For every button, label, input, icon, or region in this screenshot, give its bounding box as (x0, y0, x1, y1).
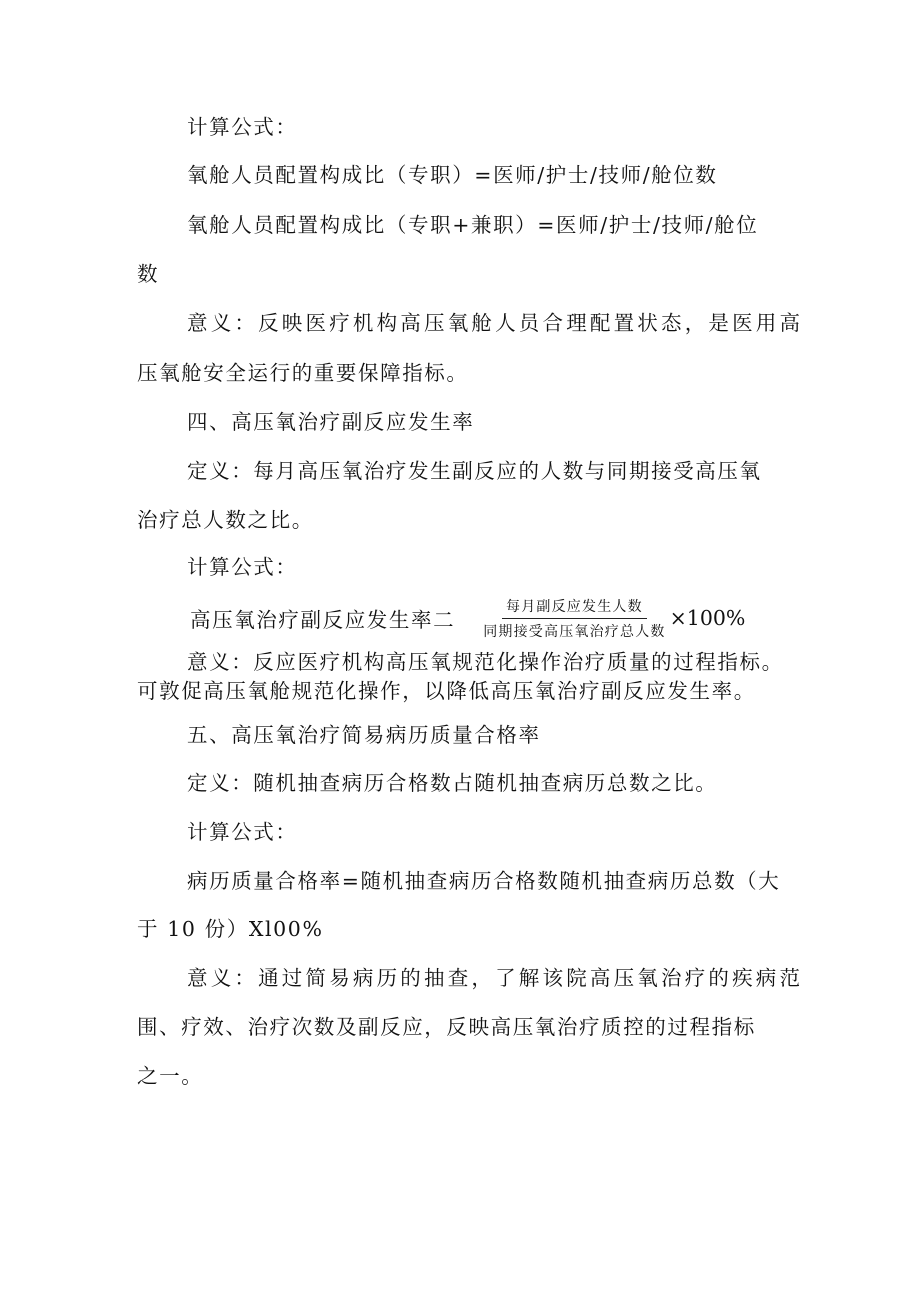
meaning-record-quality-cont: 围、疗效、治疗次数及副反应，反映高压氧治疗质控的过程指标 (137, 1015, 756, 1039)
fraction (483, 596, 665, 641)
formula-heading-3: 计算公式： (187, 820, 298, 844)
meaning-record-quality: 意义：通过简易病历的抽查，了解该院高压氧治疗的疾病范 (187, 966, 804, 990)
definition-side-effect: 定义：每月高压氧治疗发生副反应的人数与同期接受高压氧 (187, 459, 762, 483)
formula-fulltime: 氧舱人员配置构成比（专职）=医师/护士/技师/舱位数 (187, 163, 718, 187)
formula-multiplier: ×100% (669, 606, 746, 630)
definition-record-quality: 定义：随机抽查病历合格数占随机抽查病历总数之比。 (187, 771, 718, 795)
section-heading-4: 四、高压氧治疗副反应发生率 (187, 410, 475, 434)
definition-side-effect-cont: 治疗总人数之比。 (137, 508, 314, 532)
formula-heading-2: 计算公式： (187, 555, 298, 579)
section-heading-5: 五、高压氧治疗简易病历质量合格率 (187, 723, 541, 747)
fraction-denominator: 同期接受高压氧治疗总人数 (483, 623, 666, 640)
side-effect-rate-formula (190, 592, 745, 644)
meaning-side-effect: 意义：反应医疗机构高压氧规范化操作治疗质量的过程指标。 (187, 650, 784, 674)
formula-fulltime-parttime: 氧舱人员配置构成比（专职+兼职）=医师/护士/技师/舱位 (187, 213, 759, 237)
formula-record-quality: 病历质量合格率=随机抽查病历合格数随机抽查病历总数（大 (187, 869, 781, 893)
formula-fulltime-parttime-cont: 数 (137, 262, 160, 286)
meaning-side-effect-cont: 可敦促高压氧舱规范化操作，以降低高压氧治疗副反应发生率。 (137, 679, 756, 703)
formula-heading-1: 计算公式： (187, 115, 298, 139)
meaning-staffing: 意义：反映医疗机构高压氧舱人员合理配置状态，是医用高 (187, 311, 804, 335)
meaning-staffing-cont: 压氧舱安全运行的重要保障指标。 (137, 361, 469, 385)
formula-lhs: 高压氧治疗副反应发生率二 (190, 608, 456, 632)
fraction-numerator: 每月副反应发生人数 (502, 596, 647, 619)
meaning-record-quality-end: 之一。 (137, 1064, 204, 1088)
formula-record-quality-cont: 于 10 份）Xl00% (137, 917, 324, 941)
